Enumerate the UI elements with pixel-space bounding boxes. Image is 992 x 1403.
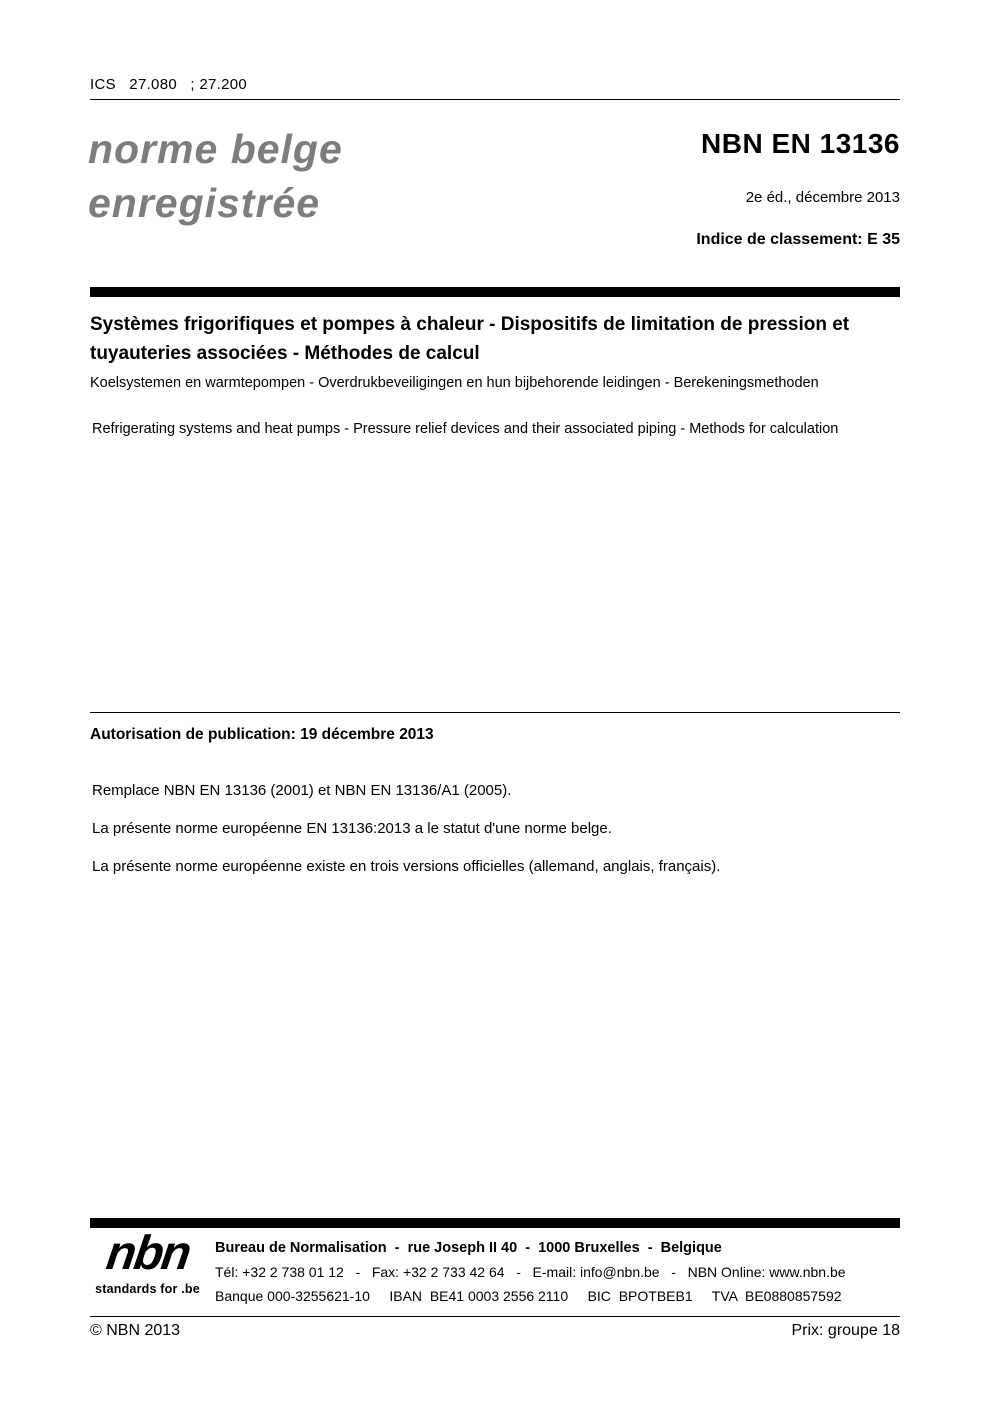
authorization-rule <box>90 712 900 713</box>
edition-date: 2e éd., décembre 2013 <box>745 189 900 206</box>
nbn-logo <box>90 1228 205 1296</box>
nbn-logo-mark: nbn <box>102 1227 193 1280</box>
versions-note: La présente norme européenne existe en trois versions officielles (allemand, anglais, français). <box>92 858 721 875</box>
footer-separator-bar <box>90 1218 900 1228</box>
title-french: Systèmes frigorifiques et pompes à chaleur - Dispositifs de limitation de pression et tuyauteries associées - Méthodes de calcul <box>90 314 850 364</box>
document-type-line1: norme belge <box>88 126 343 172</box>
document-type-heading <box>88 122 343 230</box>
copyright-notice: © NBN 2013 <box>90 1322 181 1339</box>
document-type-line2: enregistrée <box>88 180 321 226</box>
footer-bank-details: Banque 000-3255621-10 IBAN BE41 0003 2556 2110 BIC BPOTBEB1 TVA BE0880857592 <box>215 1288 842 1304</box>
footer-address: Bureau de Normalisation - rue Joseph II 40 - 1000 Bruxelles - Belgique <box>215 1240 722 1256</box>
top-rule <box>90 99 900 100</box>
price-group: Prix: groupe 18 <box>791 1322 900 1339</box>
ics-code: ICS 27.080 ; 27.200 <box>90 76 248 93</box>
footer-rule <box>90 1316 900 1317</box>
footer-contact: Tél: +32 2 738 01 12 - Fax: +32 2 733 42 64 - E-mail: info@nbn.be - NBN Online: www.nbn.be <box>215 1264 846 1280</box>
status-note: La présente norme européenne EN 13136:2013 a le statut d'une norme belge. <box>92 820 612 837</box>
standard-number: NBN EN 13136 <box>701 128 900 159</box>
publication-authorization: Autorisation de publication: 19 décembre 2013 <box>90 726 434 743</box>
nbn-logo-subtext: standards for .be <box>95 1282 200 1296</box>
classification-index: Indice de classement: E 35 <box>696 231 900 248</box>
title-english: Refrigerating systems and heat pumps - Pressure relief devices and their associated piping - Methods for calculation <box>92 421 839 437</box>
header-separator-bar <box>90 287 900 297</box>
replaces-note: Remplace NBN EN 13136 (2001) et NBN EN 13136/A1 (2005). <box>92 782 512 799</box>
title-dutch: Koelsystemen en warmtepompen - Overdrukbeveiligingen en hun bijbehorende leidingen - Berekeningsmethoden <box>90 375 819 391</box>
